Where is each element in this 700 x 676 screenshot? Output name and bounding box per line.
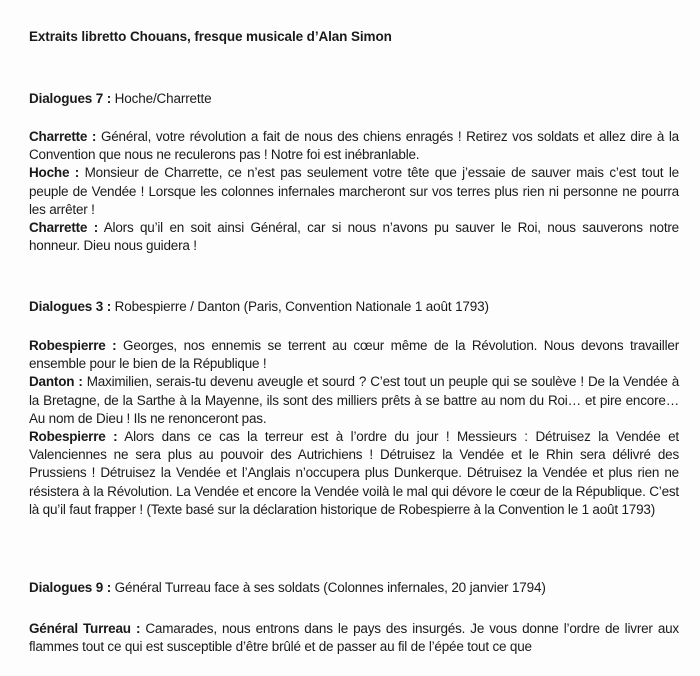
dialogue-line — [29, 428, 679, 519]
speaker-name: Robespierre : — [29, 338, 117, 353]
dialogue-line — [29, 164, 679, 219]
section-heading-dialogues-3 — [29, 299, 489, 314]
dialogue-text: Monsieur de Charrette, ce n’est pas seulement votre tête que j’essaie de sauver mais c’est tout le peuple de Vendée ! Lorsque les colonnes infernales marcheront sur vos terres plus rien ni personne ne pourra les arrêter ! — [29, 165, 679, 217]
section-heading-label: Dialogues 9 : — [29, 580, 112, 595]
dialogue-text: Camarades, nous entrons dans le pays des insurgés. Je vous donne l’ordre de livrer aux flammes tout ce qui est susceptible d’être brûlé et de passer au fil de l’épée tout ce que — [29, 621, 679, 655]
section-heading-text: Général Turreau face à ses soldats (Colonnes infernales, 20 janvier 1794) — [111, 580, 546, 595]
speaker-name: Charrette : — [29, 129, 97, 144]
speaker-name: Danton : — [29, 374, 83, 390]
speaker-name: Hoche : — [29, 165, 80, 181]
dialogue-line — [29, 337, 679, 373]
dialogue-text: Général, votre révolution a fait de nous des chiens enragés ! Retirez vos soldats et allez dire à la Convention que nous ne reculerons pas ! Notre foi est inébranlable. — [29, 129, 679, 163]
section-heading-label: Dialogues 3 : — [29, 299, 112, 314]
dialogue-block-dialogues-9 — [29, 620, 679, 656]
dialogue-line — [29, 128, 679, 164]
dialogue-block-dialogues-3 — [29, 337, 679, 519]
document-title: Extraits libretto Chouans, fresque musicale d’Alan Simon — [29, 29, 392, 44]
dialogue-text: Maximilien, serais-tu devenu aveugle et sourd ? C’est tout un peuple qui se soulève ! De la Vendée à la Bretagne, de la Sarthe à la Mayenne, ils sont des milliers prêts à se battre au nom du Roi… et pire encore… Au nom de Dieu ! Ils ne renonceront pas. — [29, 374, 679, 426]
dialogue-text: Georges, nos ennemis se terrent au cœur même de la Révolution. Nous devons travailler ensemble pour le bien de la République ! — [29, 338, 679, 372]
dialogue-block-dialogues-7 — [29, 128, 679, 255]
section-heading-label: Dialogues 7 : — [29, 91, 112, 106]
dialogue-text: Alors qu’il en soit ainsi Général, car si nous n’avons pu sauver le Roi, nous sauverons notre honneur. Dieu nous guidera ! — [29, 220, 679, 254]
dialogue-line — [29, 219, 679, 255]
speaker-name: Charrette : — [29, 220, 98, 236]
section-heading-text: Robespierre / Danton (Paris, Convention Nationale 1 août 1793) — [111, 299, 489, 314]
dialogue-text: Alors dans ce cas la terreur est à l’ordre du jour ! Messieurs : Détruisez la Vendée et Valenciennes ne sera plus au pouvoir des Autrichiens ! Détruisez la Vendée et le Rhin sera délivré des Prussiens ! Détruisez la Vendée et l’Anglais n’occupera plus Dunkerque. Détruisez la Vendée et plus rien ne résistera à la Révolution. La Vendée et encore la Vendée voilà le mal qui dévore le cœur de la République. C’est là qu’il faut frapper ! (Texte basé sur la déclaration historique de Robespierre à la Convention le 1 août 1793) — [29, 429, 679, 517]
dialogue-line — [29, 620, 679, 656]
speaker-name: Robespierre : — [29, 429, 118, 445]
section-heading-text: Hoche/Charrette — [111, 91, 212, 106]
section-heading-dialogues-9 — [29, 580, 546, 595]
dialogue-line — [29, 373, 679, 428]
section-heading-dialogues-7 — [29, 91, 211, 106]
speaker-name: Général Turreau : — [29, 621, 141, 636]
